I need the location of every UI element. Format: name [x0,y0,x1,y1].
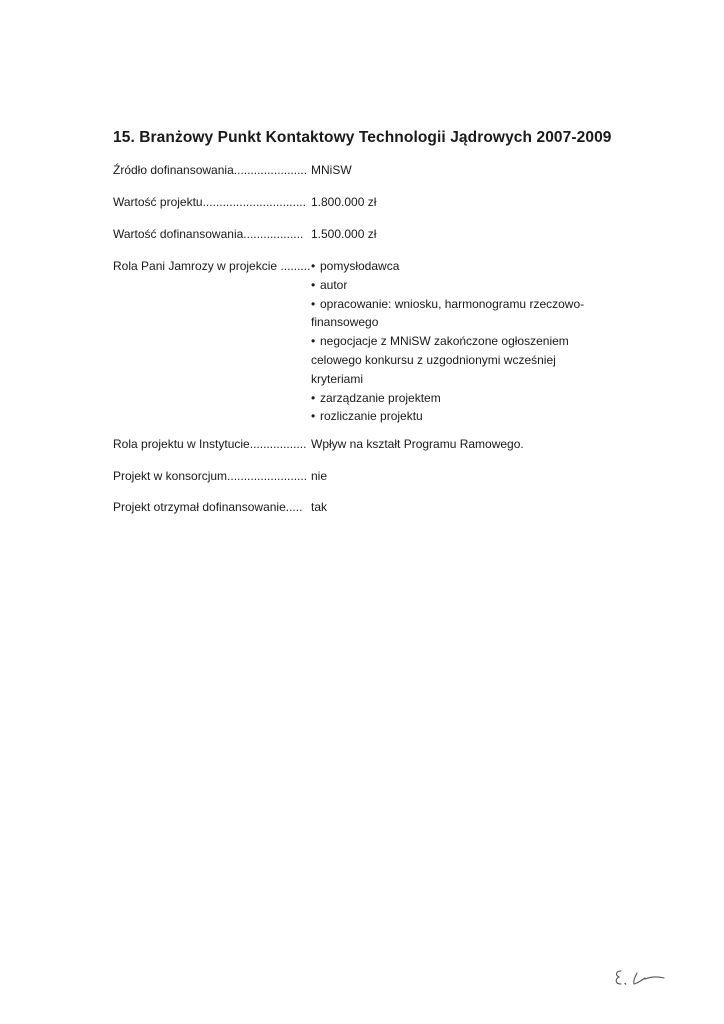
bullet-icon: • [311,277,316,292]
field-label: Rola projektu w Instytucie................. [113,437,307,451]
field-label: Rola Pani Jamrozy w projekcie ......... [113,259,311,273]
list-item-continuation: celowego konkursu z uzgodnionymi wcześniej [311,352,556,367]
field-funding-value [113,225,377,244]
bullet-icon: • [311,409,316,424]
field-label: Wartość projektu............................... [113,195,306,209]
field-value: Wpływ na kształt Programu Ramowego. [311,437,524,451]
bullet-icon: • [311,390,316,405]
field-value: MNiSW [311,163,352,177]
list-item: • autor [311,276,611,295]
field-role-label [113,257,310,276]
list-item: • zarządzanie projektem [311,389,611,408]
field-value: 1.800.000 zł [311,195,377,209]
list-item: • opracowanie: wniosku, harmonogramu rzeczowo- [311,295,611,314]
field-label: Projekt otrzymał dofinansowanie..... [113,500,303,514]
signature-mark [612,966,676,992]
field-value: 1.500.000 zł [311,227,377,241]
bullet-icon: • [311,334,316,349]
list-item: • negocjacje z MNiSW zakończone ogłoszeniem [311,332,611,351]
bullet-icon: • [311,259,316,273]
list-item: • pomysłodawca [311,257,611,276]
bullet-icon: • [311,296,316,311]
field-project-value [113,193,377,212]
list-item-continuation: finansowego [311,315,379,330]
list-item: • rozliczanie projektu [311,407,611,426]
field-value: tak [311,500,328,514]
field-label: Projekt w konsorcjum........................ [113,469,308,483]
field-value: nie [311,469,328,483]
field-funding-source [113,161,352,180]
field-label: Wartość dofinansowania.................. [113,227,304,241]
field-project-role [113,435,524,454]
page-title: 15. Branżowy Punkt Kontaktowy Technologii Jądrowych 2007-2009 [113,129,612,146]
role-list [311,257,611,426]
field-funded [113,498,328,517]
field-label: Źródło dofinansowania...................... [113,163,308,177]
list-item-continuation: kryteriami [311,371,364,386]
field-consortium [113,467,328,486]
signature [612,966,676,997]
